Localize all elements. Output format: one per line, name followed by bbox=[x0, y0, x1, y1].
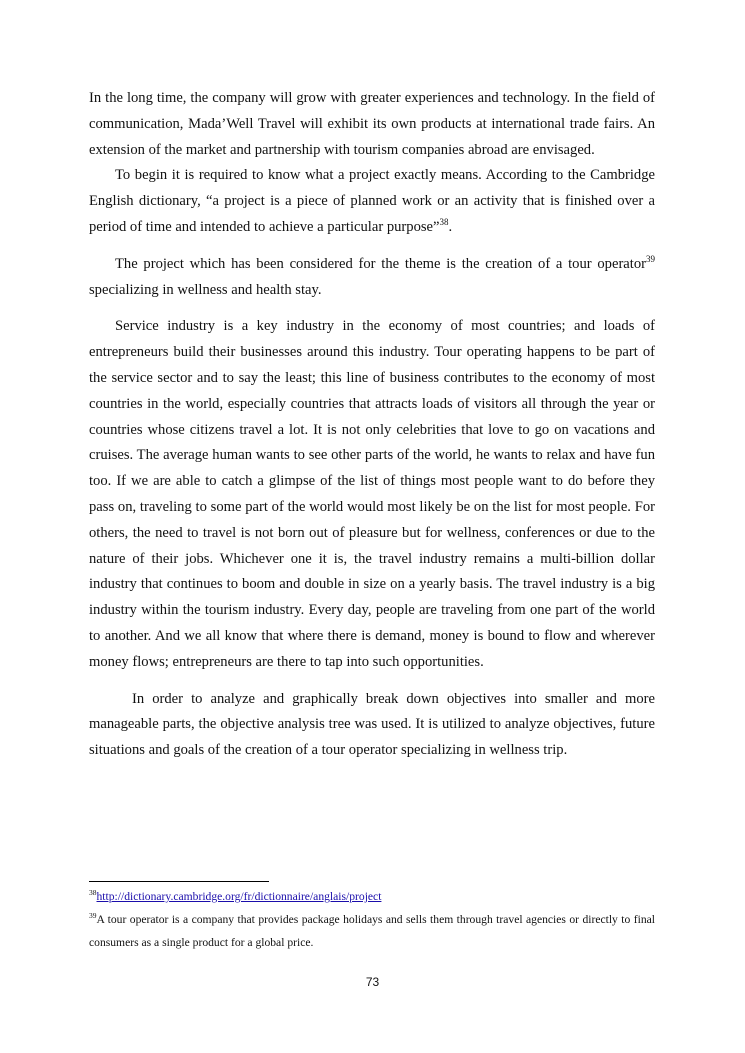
footnote-38-link[interactable]: http://dictionary.cambridge.org/fr/dictionnaire/anglais/project bbox=[96, 890, 382, 903]
paragraph-2 bbox=[89, 163, 655, 240]
paragraph-1-text: In the long time, the company will grow with greater experiences and technology. In the field of communication, Mada’Well Travel will exhibit its own products at international trade fairs. An extension of the market and partnership with tourism companies abroad are envisaged. bbox=[89, 90, 655, 158]
footnote-ref-38[interactable]: 38 bbox=[439, 216, 449, 227]
document-body bbox=[89, 86, 655, 764]
paragraph-2-text: To begin it is required to know what a project exactly means. According to the Cambridge English dictionary, “a project is a piece of planned work or an activity that is finished over a period of time and intended to achieve a particular purpose” bbox=[89, 167, 655, 235]
footnote-38-number: 38 bbox=[89, 888, 97, 897]
paragraph-3-end: specializing in wellness and health stay. bbox=[89, 281, 322, 298]
footnote-ref-39[interactable]: 39 bbox=[646, 253, 655, 264]
footnote-39-number: 39 bbox=[89, 911, 97, 920]
paragraph-4-text: Service industry is a key industry in the economy of most countries; and loads of entrepreneurs build their businesses around this industry. Tour operating happens to be part of the service sector and to say the least; this line of business contributes to the economy of most countries in the world, especially countries that attracts loads of visitors all through the year or countries whose citizens travel a lot. It is not only celebrities that love to go on vacations and cruises. The average human wants to see other parts of the world, he wants to relax and have fun too. If we are able to catch a glimpse of the list of things most people want to do before they pass on, traveling to some part of the world would most likely be on the list for most people. For others, the need to travel is not born out of pleasure but for wellness, conferences or due to the nature of their jobs. Whichever one it is, the travel industry remains a multi-billion dollar industry that continues to boom and double in size on a yearly basis. The travel industry is a big industry within the tourism industry. Every day, people are traveling from one part of the world to another. And we all know that where there is demand, money is bound to flow and wherever money flows; entrepreneurs are there to tap into such opportunities. bbox=[89, 318, 655, 670]
page-number: 73 bbox=[365, 975, 380, 989]
paragraph-5 bbox=[89, 687, 655, 764]
footnotes bbox=[89, 886, 655, 954]
paragraph-1 bbox=[89, 86, 655, 163]
paragraph-4 bbox=[89, 314, 655, 675]
paragraph-3-text: The project which has been considered for the theme is the creation of a tour operator bbox=[115, 255, 646, 272]
footnote-separator bbox=[89, 881, 269, 882]
paragraph-2-end: . bbox=[448, 218, 453, 235]
footnote-39 bbox=[89, 908, 655, 954]
paragraph-3 bbox=[89, 252, 655, 304]
footnote-39-text: A tour operator is a company that provides package holidays and sells them through travel agencies or directly to final consumers as a single product for a global price. bbox=[89, 913, 655, 949]
footnote-38 bbox=[89, 886, 655, 908]
paragraph-5-text: In order to analyze and graphically break down objectives into smaller and more manageable parts, the objective analysis tree was used. It is utilized to analyze objectives, future situations and goals of the creation of a tour operator specializing in wellness trip. bbox=[89, 690, 655, 759]
